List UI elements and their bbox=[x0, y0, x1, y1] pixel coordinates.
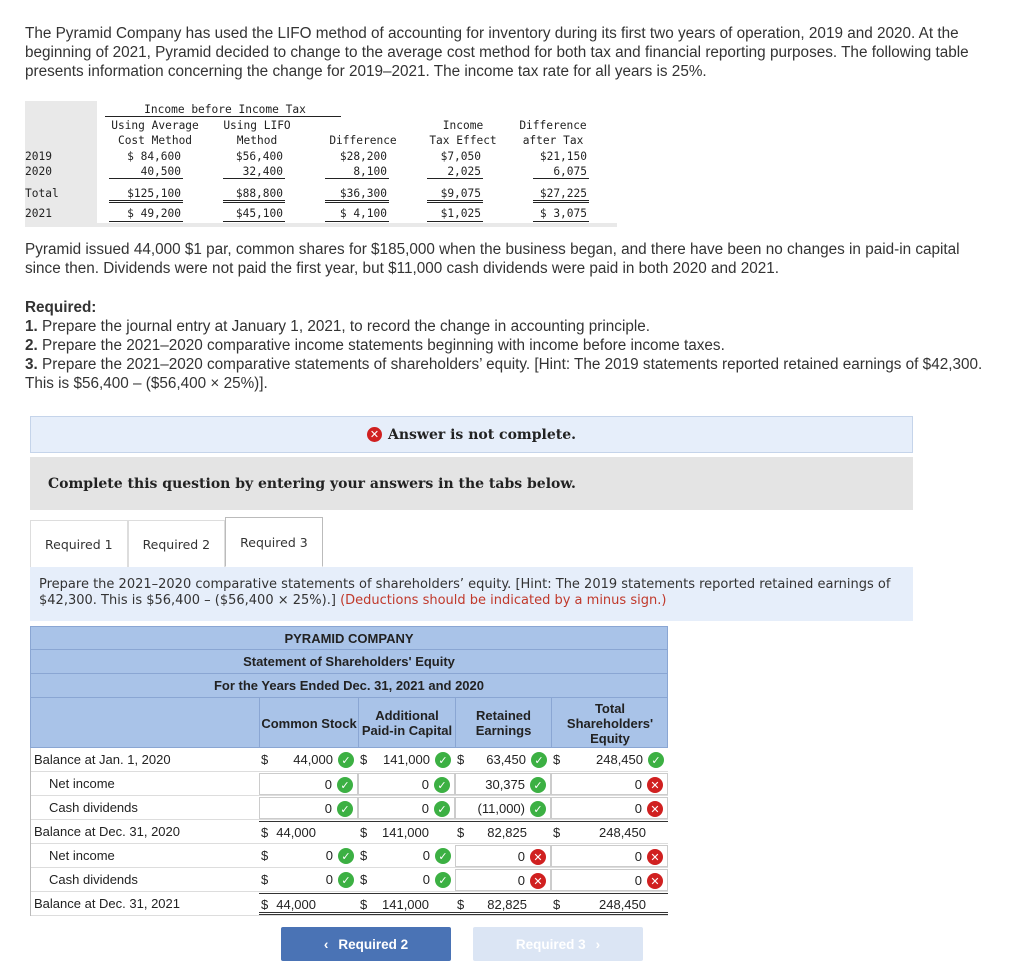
apic-input[interactable]: 0 bbox=[421, 777, 429, 792]
check-icon: ✓ bbox=[531, 752, 547, 768]
common-input[interactable]: 0 bbox=[324, 801, 332, 816]
dollar-sign: $ bbox=[261, 897, 269, 912]
common-input[interactable]: 0 bbox=[325, 848, 333, 863]
apic-input[interactable]: 141,000 bbox=[383, 752, 430, 767]
row-label: Balance at Dec. 31, 2021 bbox=[34, 896, 180, 911]
check-icon: ✓ bbox=[434, 801, 450, 817]
lifo-header-2: Method bbox=[236, 134, 278, 147]
after-header-1: Difference bbox=[519, 119, 587, 132]
col-common-stock: Common Stock bbox=[259, 698, 358, 748]
x-icon: ✕ bbox=[367, 427, 382, 442]
after-header-2: after Tax bbox=[522, 134, 584, 147]
next-label: Required 3 bbox=[515, 936, 586, 952]
check-icon: ✓ bbox=[338, 752, 354, 768]
check-icon: ✓ bbox=[435, 848, 451, 864]
check-icon: ✓ bbox=[434, 777, 450, 793]
apic-input[interactable]: 0 bbox=[422, 848, 430, 863]
dollar-sign: $ bbox=[457, 752, 465, 767]
check-icon: ✓ bbox=[435, 752, 451, 768]
total-value: 248,450 bbox=[599, 825, 646, 840]
cell: $ 84,600 bbox=[127, 150, 181, 163]
x-icon: ✕ bbox=[530, 873, 546, 889]
dollar-sign: $ bbox=[360, 872, 368, 887]
dollar-sign: $ bbox=[261, 848, 269, 863]
cell: 6,075 bbox=[553, 165, 587, 178]
equity-rows bbox=[30, 748, 668, 916]
col-apic: Additional Paid-in Capital bbox=[358, 698, 455, 748]
row-label: Cash dividends bbox=[49, 800, 138, 815]
common-input[interactable]: 0 bbox=[324, 777, 332, 792]
check-icon: ✓ bbox=[530, 777, 546, 793]
row-label: Balance at Dec. 31, 2020 bbox=[34, 824, 180, 839]
prev-label: Required 2 bbox=[338, 936, 409, 952]
problem-intro: The Pyramid Company has used the LIFO method of accounting for inventory during its first two years of operation, 2019 and 2020. At the beginning of 2021, Pyramid decided to change to the average cost method for both tax and financial reporting purposes. The following table presents information concerning the change for 2019–2021. The income tax rate for all years is 25%. bbox=[25, 25, 969, 80]
dollar-sign: $ bbox=[261, 825, 269, 840]
tab-required-1[interactable]: Required 1 bbox=[30, 520, 128, 567]
group-header: Income before Income Tax bbox=[144, 103, 306, 116]
row-label: Cash dividends bbox=[49, 872, 138, 887]
re-value: 82,825 bbox=[487, 897, 527, 912]
table-row bbox=[31, 820, 668, 844]
dollar-sign: $ bbox=[261, 752, 269, 767]
apic-input[interactable]: 0 bbox=[421, 801, 429, 816]
row-label: Net income bbox=[49, 848, 115, 863]
tab-instruction bbox=[30, 567, 913, 621]
dollar-sign: $ bbox=[360, 752, 368, 767]
next-required-button[interactable] bbox=[473, 927, 643, 961]
instruction-text: Prepare the 2021–2020 comparative statements of shareholders’ equity. [Hint: The 2019 statements reported retained earnings of $42,300. This is $56,400 – ($56,400 × 25%).] bbox=[39, 577, 891, 608]
x-icon: ✕ bbox=[647, 777, 663, 793]
dollar-sign: $ bbox=[360, 848, 368, 863]
dollar-sign: $ bbox=[457, 897, 465, 912]
cell: $28,200 bbox=[339, 150, 387, 163]
equity-statement bbox=[30, 626, 668, 916]
cell: $125,100 bbox=[127, 187, 181, 200]
check-icon: ✓ bbox=[338, 848, 354, 864]
re-input[interactable]: 30,375 bbox=[485, 777, 525, 792]
re-input[interactable]: 63,450 bbox=[486, 752, 526, 767]
cell: 2,025 bbox=[447, 165, 481, 178]
statement-title: Statement of Shareholders' Equity bbox=[30, 650, 668, 674]
required-section bbox=[25, 298, 1015, 393]
answer-status-text: Answer is not complete. bbox=[387, 426, 576, 443]
cell: $ 4,100 bbox=[339, 207, 387, 220]
cell: $1,025 bbox=[440, 207, 481, 220]
check-icon: ✓ bbox=[338, 872, 354, 888]
common-input[interactable]: 0 bbox=[325, 872, 333, 887]
col-total-equity: Total Shareholders' Equity bbox=[551, 698, 668, 748]
cell: 8,100 bbox=[353, 165, 387, 178]
cell: $56,400 bbox=[235, 150, 283, 163]
apic-input[interactable]: 0 bbox=[422, 872, 430, 887]
required-item-1: 1. Prepare the journal entry at January 1, 2021, to record the change in accounting principle. bbox=[25, 318, 651, 335]
tab-required-3[interactable]: Required 3 bbox=[225, 517, 323, 567]
column-headers bbox=[30, 698, 668, 748]
required-heading: Required: bbox=[25, 299, 97, 316]
avg-header-2: Cost Method bbox=[117, 134, 193, 147]
row-label: Total bbox=[25, 187, 59, 200]
dollar-sign: $ bbox=[261, 872, 269, 887]
answer-status-banner bbox=[30, 416, 913, 453]
total-input[interactable]: 0 bbox=[634, 849, 642, 864]
cell: $88,800 bbox=[235, 187, 283, 200]
table-row bbox=[31, 844, 668, 868]
table-row bbox=[31, 748, 668, 772]
instruction-note: (Deductions should be indicated by a minus sign.) bbox=[340, 593, 667, 608]
tab-bar bbox=[30, 517, 323, 567]
check-icon: ✓ bbox=[435, 872, 451, 888]
cell: $ 49,200 bbox=[127, 207, 181, 220]
cell: $ 3,075 bbox=[539, 207, 587, 220]
row-label: 2021 bbox=[25, 207, 52, 220]
required-item-3: 3. Prepare the 2021–2020 comparative statements of shareholders’ equity. [Hint: The 2019 statements reported retained earnings of $42,300. This is $56,400 – ($56,400 × 25%)]. bbox=[25, 356, 983, 392]
x-icon: ✕ bbox=[647, 873, 663, 889]
company-name: PYRAMID COMPANY bbox=[30, 626, 668, 650]
check-icon: ✓ bbox=[337, 801, 353, 817]
total-input[interactable]: 248,450 bbox=[596, 752, 643, 767]
row-label: Net income bbox=[49, 776, 115, 791]
total-input[interactable]: 0 bbox=[634, 801, 642, 816]
common-input[interactable]: 44,000 bbox=[293, 752, 333, 767]
table-row bbox=[31, 868, 668, 892]
check-icon: ✓ bbox=[648, 752, 664, 768]
tax-header-1: Income bbox=[442, 119, 484, 132]
tax-header-2: Tax Effect bbox=[429, 134, 497, 147]
avg-header-1: Using Average bbox=[111, 119, 199, 132]
row-label: 2019 bbox=[25, 150, 52, 163]
cell: $7,050 bbox=[440, 150, 481, 163]
change-data-table bbox=[25, 101, 617, 227]
dollar-sign: $ bbox=[360, 825, 368, 840]
total-input[interactable]: 0 bbox=[634, 777, 642, 792]
dollar-sign: $ bbox=[553, 752, 561, 767]
table-row bbox=[31, 796, 668, 820]
problem-paragraph-2: Pyramid issued 44,000 $1 par, common shares for $185,000 when the business began, and there have been no changes in paid-in capital since then. Dividends were not paid the first year, but $11,000 cash dividends were paid in both 2020 and 2021. bbox=[25, 241, 960, 277]
chevron-left-icon: ‹ bbox=[323, 936, 329, 952]
re-value: 82,825 bbox=[487, 825, 527, 840]
cell: $9,075 bbox=[440, 187, 481, 200]
row-label: 2020 bbox=[25, 165, 52, 178]
dollar-sign: $ bbox=[457, 825, 465, 840]
apic-value: 141,000 bbox=[382, 897, 429, 912]
common-value: 44,000 bbox=[276, 825, 316, 840]
col-retained-earnings: Retained Earnings bbox=[455, 698, 551, 748]
common-value: 44,000 bbox=[276, 897, 316, 912]
table-row bbox=[31, 892, 668, 916]
cell: $36,300 bbox=[339, 187, 387, 200]
apic-value: 141,000 bbox=[382, 825, 429, 840]
lifo-header-1: Using LIFO bbox=[223, 119, 291, 132]
cell: $45,100 bbox=[235, 207, 283, 220]
complete-instruction bbox=[30, 457, 913, 510]
dollar-sign: $ bbox=[553, 825, 561, 840]
check-icon: ✓ bbox=[337, 777, 353, 793]
total-value: 248,450 bbox=[599, 897, 646, 912]
diff-header: Difference bbox=[329, 134, 397, 147]
required-item-2: 2. Prepare the 2021–2020 comparative income statements beginning with income before income taxes. bbox=[25, 337, 725, 354]
re-input[interactable]: 0 bbox=[517, 873, 525, 888]
x-icon: ✕ bbox=[530, 849, 546, 865]
x-icon: ✕ bbox=[647, 801, 663, 817]
re-input[interactable]: (11,000) bbox=[477, 801, 525, 816]
re-input[interactable]: 0 bbox=[517, 849, 525, 864]
total-input[interactable]: 0 bbox=[634, 873, 642, 888]
prev-required-button[interactable] bbox=[281, 927, 451, 961]
statement-period: For the Years Ended Dec. 31, 2021 and 2020 bbox=[30, 674, 668, 698]
check-icon: ✓ bbox=[530, 801, 546, 817]
x-icon: ✕ bbox=[647, 849, 663, 865]
tab-required-2[interactable]: Required 2 bbox=[128, 520, 226, 567]
cell: $21,150 bbox=[539, 150, 587, 163]
cell: 40,500 bbox=[140, 165, 181, 178]
dollar-sign: $ bbox=[553, 897, 561, 912]
complete-instruction-text: Complete this question by entering your answers in the tabs below. bbox=[48, 475, 576, 492]
table-row bbox=[31, 772, 668, 796]
chevron-right-icon: › bbox=[595, 936, 601, 952]
row-label: Balance at Jan. 1, 2020 bbox=[34, 752, 171, 767]
dollar-sign: $ bbox=[360, 897, 368, 912]
cell: 32,400 bbox=[242, 165, 283, 178]
cell: $27,225 bbox=[539, 187, 587, 200]
